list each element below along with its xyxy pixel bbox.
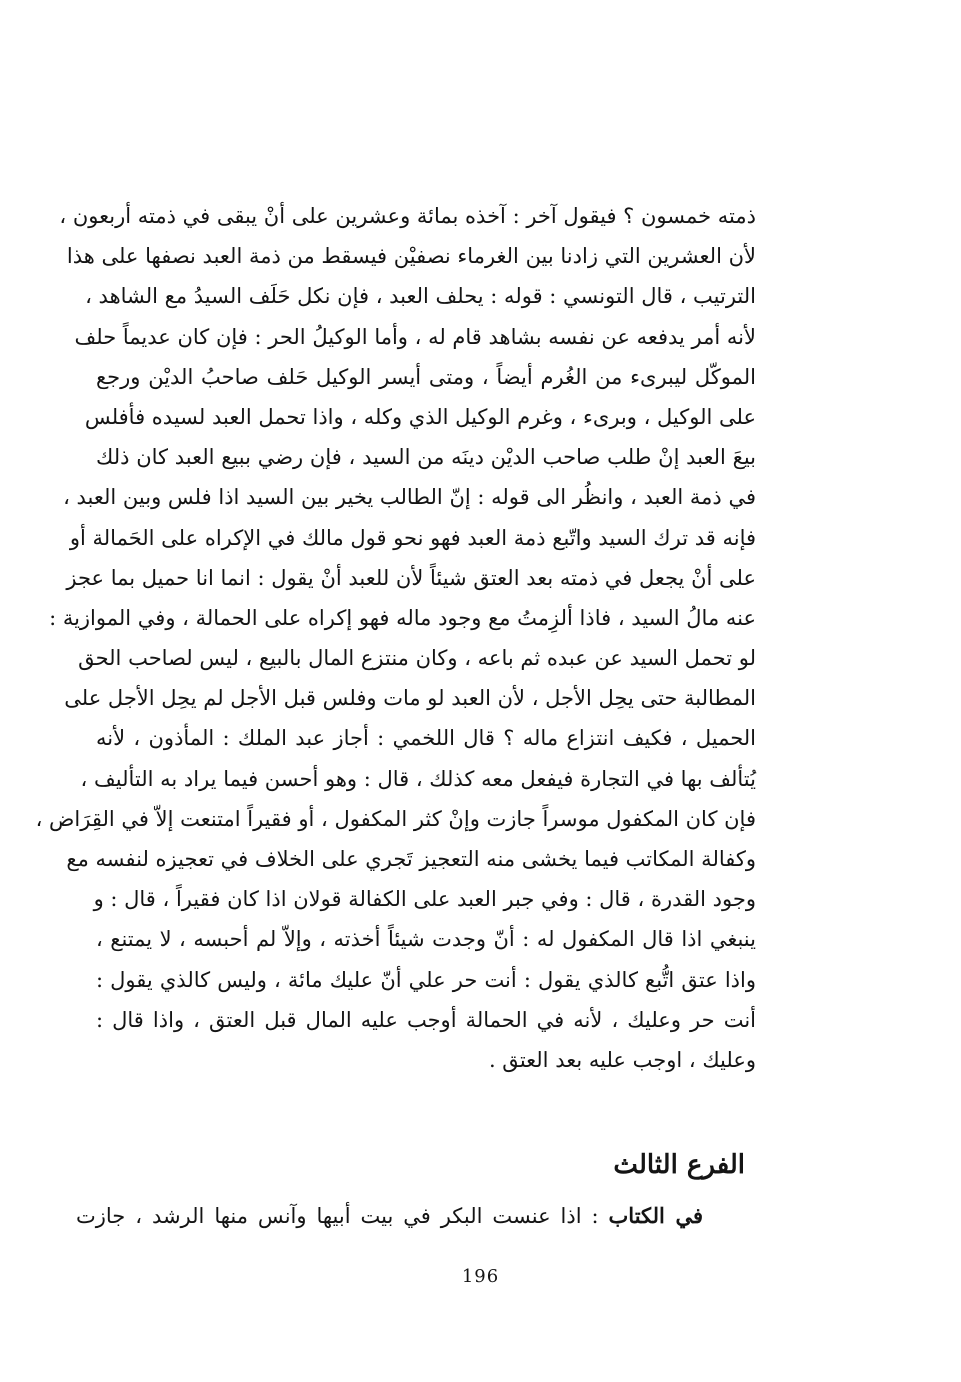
page-number: 196 xyxy=(461,1266,500,1287)
text-line: بيعَ العبد إنْ طلب صاحب الديْن دينَه من السيد ، فإن رضي ببيع العبد كان ذلك xyxy=(96,445,756,470)
text-line: على الوكيل ، وبرىء ، وغرم الوكيل الذي وكله ، واذا تحمل العبد لسيده فأفلس xyxy=(84,404,756,429)
text-line: ذمته خمسون ؟ فيقول آخر : آخذه بمائة وعشرين على أنْ يبقى في ذمته أربعون ، xyxy=(59,204,756,228)
text-line: وكفالة المكاتب فيما يخشى منه التعجيز تَجري على الخلاف في تعجيزه لنفسه مع xyxy=(66,847,756,871)
text-line: واذا عتق اتُّبع كالذي يقول : أنت حر علي أنّ عليك مائة ، وليس كالذي يقول : xyxy=(96,967,756,992)
section-first-line-text: : اذا عنست البكر في بيت أبيها وآنس منها الرشد ، جازت xyxy=(76,1204,609,1228)
text-line: على أنْ يجعل في ذمته بعد العتق شيئاً لأن للعبد أنْ يقول : انما انا حميل بما عجز xyxy=(66,565,756,590)
text-line: فإن كان المكفول موسراً جازت وإنْ كثر المكفول ، أو فقيراً امتنعت إلاّ في القِرَاض ، xyxy=(35,806,756,831)
text-line: في ذمة العبد ، وانظُر الى قوله : إنّ الطالب يخير بين السيد اذا فلس وبين العبد ، xyxy=(63,485,756,510)
text-line: أنت حر وعليك ، لأنه في الحمالة أوجب عليه المال قبل العتق ، واذا قال : xyxy=(96,1007,756,1032)
text-line: فإنه قد ترك السيد واتّبع ذمة العبد فهو نحو قول مالك في الإكراه على الحَمالة أو xyxy=(69,525,756,550)
text-line: وجود القدرة ، قال : وفي جبر العبد على الكفالة قولان اذا كان فقيراً ، قال : و xyxy=(93,887,756,912)
text-line: المطالبة حتى يحِل الأجل ، لأن العبد لو مات وفلس قبل الأجل لم يحِل الأجل على xyxy=(64,686,756,711)
text-line: يُتألف بها في التجارة فيفعل معه كذلك ، قال : وهو أحسن فيما يراد به التأليف ، xyxy=(80,766,756,791)
text-line: الترتيب ، قال التونسي : قوله : يحلف العبد ، فإن نكل حَلَف السيدُ مع الشاهد ، xyxy=(85,284,756,309)
section-first-line xyxy=(76,1196,703,1236)
text-line: الموكّل ليبرىء من الغُرم أيضاً ، ومتى أيسر الوكيل حَلف صاحبُ الديْن ورجع xyxy=(96,364,756,389)
text-line: الحميل ، فكيف انتزاع ماله ؟ قال اللخمي : أجاز عبد الملك : المأذون ، لأنه xyxy=(96,726,757,751)
text-line: ينبغي اذا قال المكفول له : أنّ وجدت شيئاً أخذته ، وإلاّ لم أحبسه ، لا يمتنع ، xyxy=(96,927,756,952)
text-line: لو تحمل السيد عن عبده ثم باعه ، وكان منتزع المال بالبيع ، ليس لصاحب الحق xyxy=(78,646,756,671)
source-label: في الكتاب xyxy=(608,1203,703,1228)
body-text xyxy=(35,196,757,1080)
text-line: لأن العشرين التي زادنا بين الغرماء نصفيْن فيسقط من ذمة العبد نصفها على هذا xyxy=(66,244,756,269)
text-line: عنه مالُ السيد ، فاذا ألزِمتُ مع وجود ماله فهو إكراه على الحمالة ، وفي الموازية : xyxy=(49,605,756,630)
text-line: لأنه أمر يدفعه عن نفسه بشاهد قام له ، وأما الوكيلُ الحر : فإن كان عديماً حلف xyxy=(74,324,756,349)
text-line: وعليك ، اوجب عليه بعد العتق . xyxy=(488,1047,756,1072)
section-heading: الفرع الثالث xyxy=(613,1150,745,1180)
